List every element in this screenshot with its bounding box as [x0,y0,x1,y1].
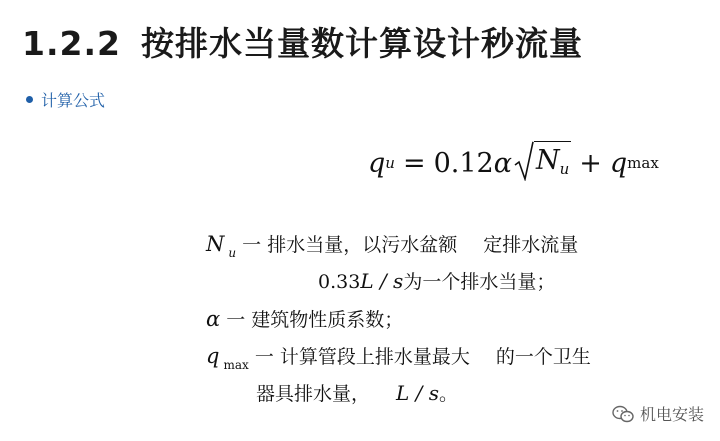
formula-lhs: q [368,147,386,179]
formula-lhs-sub: u [385,154,395,172]
formula-equals: = [402,147,426,179]
sqrt-group [514,141,571,186]
nu-symbol: N [206,232,225,256]
watermark-label: 机电安装 [639,405,704,424]
alpha-symbol: α [206,307,221,331]
definition-qmax [206,342,591,372]
section-title: 按排水当量数计算设计秒流量 [140,24,583,63]
definition-nu [206,230,578,260]
qmax-text-b: 的一个卫生 [495,346,591,368]
qmax-cont: 器具排水量， [256,383,371,405]
bullet-item [26,88,105,110]
formula-last: q [609,147,628,179]
page-title [22,18,583,65]
formula-plus: + [579,147,602,179]
nu-unit: L / s [360,269,404,293]
section-number: 1.2.2 [22,24,121,63]
qmax-symbol: q [206,344,220,368]
formula-radicand: N [535,144,560,176]
qmax-sub: max [223,358,249,372]
nu-value: 0.33 [318,271,361,293]
wechat-icon [612,405,634,423]
nu-cont: 为一个排水当量； [403,271,556,293]
definition-nu-cont [318,267,555,294]
formula-alpha: α [493,147,512,179]
qmax-text: 一 计算管段上排水量最大 [254,346,470,368]
formula [368,138,659,188]
definition-qmax-cont [256,379,458,406]
bullet-dot-icon [26,96,33,103]
alpha-text: 一 建筑物性质系数； [226,309,404,331]
definition-alpha [206,305,403,332]
formula-radicand-sub: u [559,159,570,178]
formula-last-sub: max [627,154,659,172]
nu-sub: u [228,246,237,260]
watermark [612,402,704,425]
qmax-unit: L / s [396,381,440,405]
nu-text-b: 定排水流量 [483,234,579,256]
bullet-label: 计算公式 [41,90,106,110]
formula-coefficient: 0.12 [433,147,494,179]
sqrt-sign-icon [514,141,534,181]
nu-text: 一 排水当量，以污水盆额 [242,234,458,256]
qmax-end: 。 [439,383,459,405]
